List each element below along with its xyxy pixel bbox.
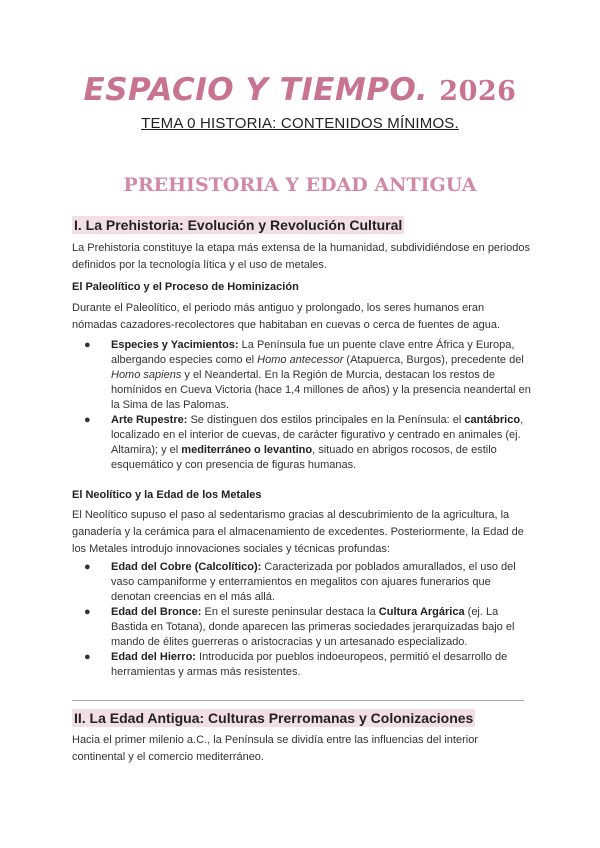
section-divider — [72, 700, 524, 701]
document-subtitle: TEMA 0 HISTORIA: CONTENIDOS MÍNIMOS. — [141, 115, 459, 132]
item-text: Se distinguen dos estilos principales en la Península: el — [187, 414, 465, 426]
item-text: En el sureste peninsular destaca la — [201, 606, 379, 618]
list-item — [84, 413, 532, 473]
bullet-icon: ● — [84, 339, 91, 351]
list-item — [84, 560, 532, 605]
item-text: Caracterizada por poblados amurallados, el uso del vaso campaniforme y enterramientos en megalitos con ajuares funerarios que denotan creencias en el más allá. — [111, 561, 516, 603]
part1-intro: La Prehistoria constituye la etapa más extensa de la humanidad, subdividiéndose en periodos definidos por la tecnología lítica y el uso de metales. — [72, 242, 531, 271]
item-bold: mediterráneo o levantino — [181, 444, 313, 456]
item-label: Arte Rupestre: — [111, 414, 188, 426]
item-italic: Homo antecessor — [257, 354, 344, 366]
bullet-icon: ● — [84, 651, 91, 663]
part1-heading-text: I. La Prehistoria: Evolución y Revolución Cultural — [74, 217, 403, 233]
item-label: Edad del Cobre (Calcolítico): — [111, 561, 262, 573]
item-label: Edad del Hierro: — [111, 651, 196, 663]
part2-heading — [72, 710, 475, 726]
paleo-list — [84, 338, 532, 473]
item-italic: Homo sapiens — [111, 369, 182, 381]
item-text: (Atapuerca, Burgos), precedente del — [343, 354, 524, 366]
item-text: Introducida por pueblos indoeuropeos, permitió el desarrollo de herramientas y armas más resistentes. — [111, 651, 508, 678]
paleo-heading: El Paleolítico y el Proceso de Hominización — [72, 281, 299, 293]
item-bold: Cultura Argárica — [378, 606, 465, 618]
part1-heading — [72, 217, 404, 233]
title-year: 2026 — [439, 76, 517, 107]
neo-list — [84, 560, 532, 680]
neo-heading: El Neolítico y la Edad de los Metales — [72, 489, 262, 501]
bullet-icon: ● — [84, 414, 91, 426]
document-title — [0, 72, 600, 108]
item-text: y el Neandertal. En la Región de Murcia, destacan los restos de homínidos en Cueva Victoria (hace 1,4 millones de años) y la presencia neandertal en la Sima de las Palomas. — [111, 369, 531, 411]
paleo-intro: Durante el Paleolítico, el periodo más antiguo y prolongado, los seres humanos eran nómadas cazadores-recolectores que habitaban en cuevas o cerca de fuentes de agua. — [72, 302, 501, 331]
item-label: Edad del Bronce: — [111, 606, 202, 618]
list-item — [84, 650, 532, 680]
item-text: , localizado en el interior de cuevas, de carácter figurativo y centrado en animales (ej. Altamira); y el — [111, 414, 524, 456]
part2-heading-text: II. La Edad Antigua: Culturas Prerromanas y Colonizaciones — [74, 710, 474, 726]
item-bold: cantábrico — [464, 414, 521, 426]
section-title: PREHISTORIA Y EDAD ANTIGUA — [123, 174, 477, 196]
item-label: Especies y Yacimientos: — [111, 339, 239, 351]
item-text: (ej. La Bastida en Totana), donde aparecen las primeras sociedades jerarquizadas bajo el mando de élites guerreras o aristocracias y un artesanado especializado. — [111, 606, 515, 648]
list-item — [84, 338, 532, 413]
neo-intro: El Neolítico supuso el paso al sedentarismo gracias al descubrimiento de la agricultura, la ganadería y la cerámica para el almacenamiento de excedentes. Posteriormente, la Edad de los Metales introdujo innovaciones sociales y técnicas profundas: — [72, 509, 524, 555]
list-item — [84, 605, 532, 650]
item-text: La Península fue un puente clave entre África y Europa, albergando especies como el — [111, 339, 515, 366]
item-text: , situado en abrigos rocosos, de estilo esquemático y con presencia de figuras humanas. — [111, 444, 497, 471]
bullet-icon: ● — [84, 561, 91, 573]
bullet-icon: ● — [84, 606, 91, 618]
part2-intro: Hacia el primer milenio a.C., la Península se dividía entre las influencias del interior continental y el comercio mediterráneo. — [72, 734, 478, 763]
title-text: ESPACIO Y TIEMPO. — [83, 72, 428, 108]
